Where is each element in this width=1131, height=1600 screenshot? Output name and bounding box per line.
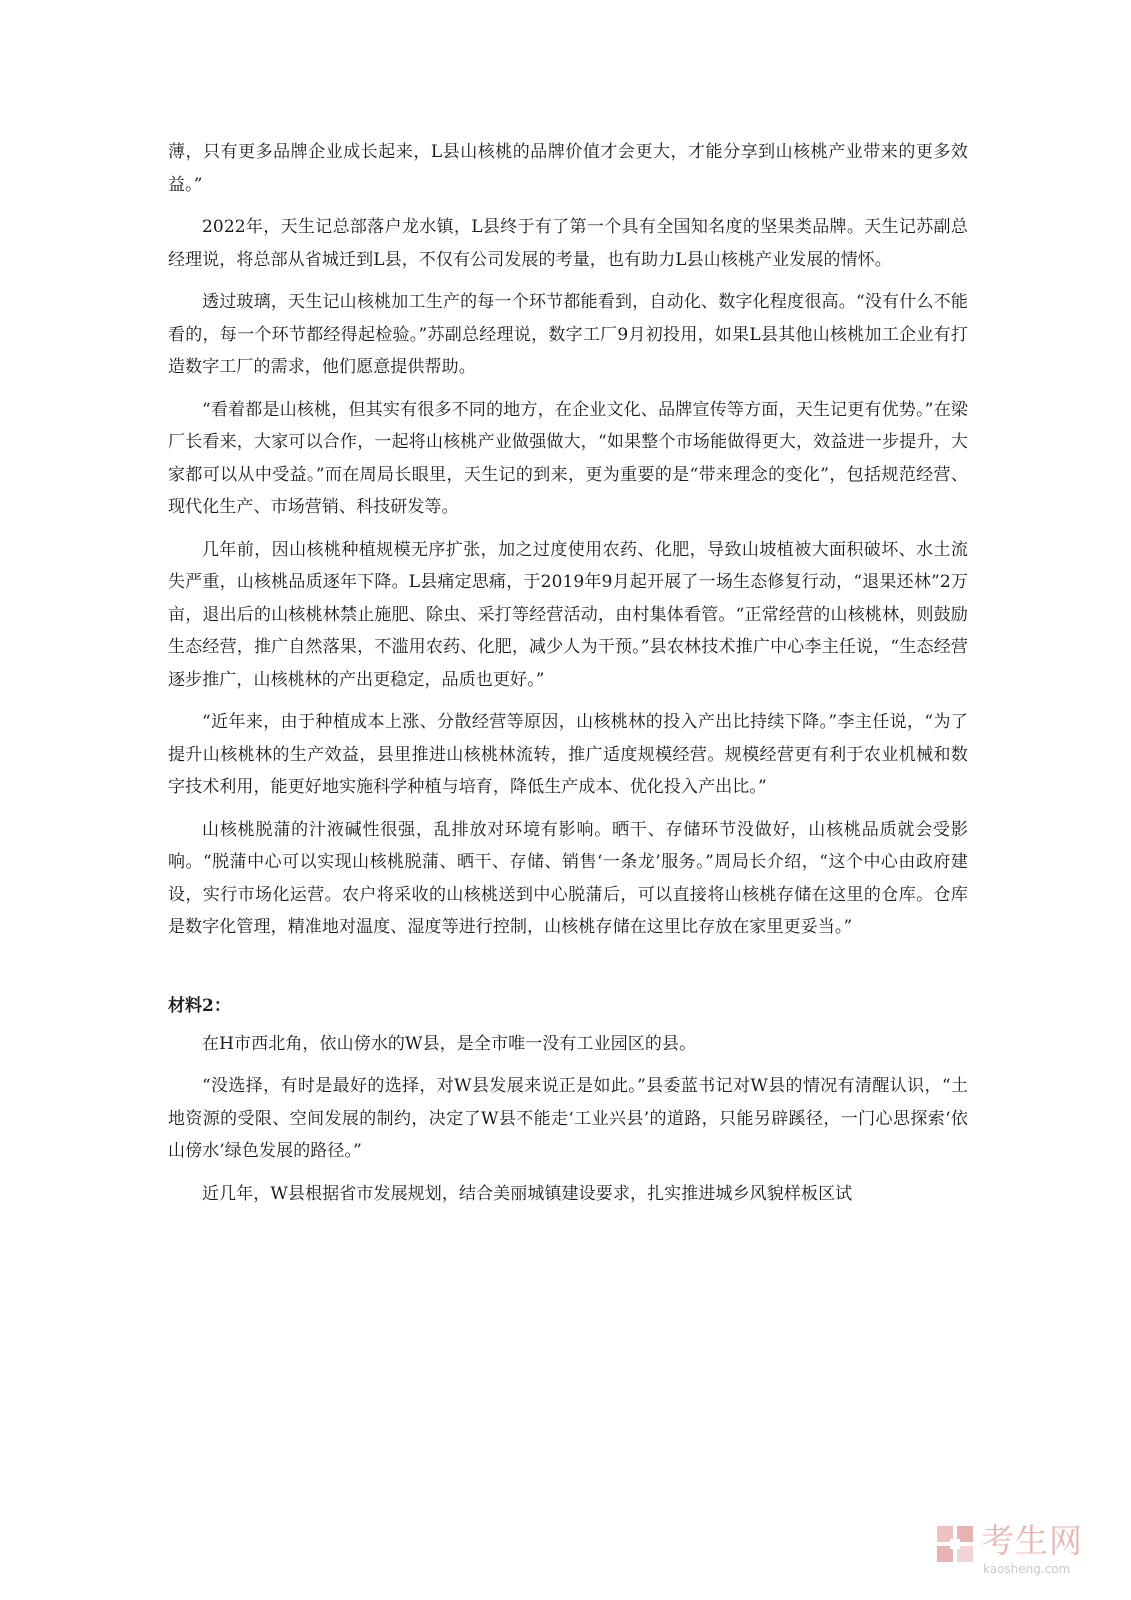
- paragraph: “看着都是山核桃，但其实有很多不同的地方，在企业文化、品牌宣传等方面，天生记更有优势。”在梁厂长看来，大家可以合作，一起将山核桃产业做强做大，“如果整个市场能做得更大，效益进一步提升，大家都可以从中受益。”而在周局长眼里，天生记的到来，更为重要的是“带来理念的变化”，包括规范经营、现代化生产、市场营销、科技研发等。: [168, 399, 968, 517]
- paragraph: 2022年，天生记总部落户龙水镇，L县终于有了第一个具有全国知名度的坚果类品牌。天生记苏副总经理说，将总部从省城迁到L县，不仅有公司发展的考量，也有助力L县山核桃产业发展的情怀。: [168, 217, 968, 270]
- paragraph: 几年前，因山核桃种植规模无序扩张，加之过度使用农药、化肥，导致山坡植被大面积破坏、水土流失严重，山核桃品质逐年下降。L县痛定思痛，于2019年9月起开展了一场生态修复行动，“退果还林”2万亩，退出后的山核桃林禁止施肥、除虫、采打等经营活动，由村集体看管。“正常经营的山核桃林，则鼓励生态经营，推广自然落果，不滥用农药、化肥，减少人为干预。”县农林技术推广中心李主任说，“生态经营逐步推广，山核桃林的产出更稳定，品质也更好。”: [168, 539, 968, 690]
- paragraph-continuation: 薄，只有更多品牌企业成长起来，L县山核桃的品牌价值才会更大，才能分享到山核桃产业带来的更多效益。”: [168, 142, 968, 195]
- paragraph: “近年来，由于种植成本上涨、分散经营等原因，山核桃林的投入产出比持续下降。”李主任说，“为了提升山核桃林的生产效益，县里推进山核桃林流转，推广适度规模经营。规模经营更有利于农业机械和数字技术利用，能更好地实施科学种植与培育，降低生产成本、优化投入产出比。”: [168, 712, 968, 797]
- watermark-domain: kaosheng.com: [983, 1562, 1071, 1576]
- paragraph: 山核桃脱蒲的汁液碱性很强，乱排放对环境有影响。晒干、存储环节没做好，山核桃品质就会受影响。“脱蒲中心可以实现山核桃脱蒲、晒干、存储、销售‘一条龙’服务。”周局长介绍，“这个中心由政府建设，实行市场化运营。农户将采收的山核桃送到中心脱蒲后，可以直接将山核桃存储在这里的仓库。仓库是数字化管理，精准地对温度、湿度等进行控制，山核桃存储在这里比存放在家里更妥当。”: [168, 819, 968, 937]
- watermark: [935, 1520, 1105, 1582]
- paragraph: 近几年，W县根据省市发展规划，结合美丽城镇建设要求，扎实推进城乡风貌样板区试: [202, 1183, 853, 1204]
- kaosheng-logo-icon: [935, 1524, 975, 1564]
- paragraph: 在H市西北角，依山傍水的W县，是全市唯一没有工业园区的县。: [202, 1033, 697, 1054]
- watermark-brand: 考生网: [981, 1521, 1083, 1560]
- document-page: [168, 136, 968, 1220]
- material-2-heading: 材料2：: [168, 995, 231, 1016]
- paragraph: 透过玻璃，天生记山核桃加工生产的每一个环节都能看到，自动化、数字化程度很高。“没有什么不能看的，每一个环节都经得起检验。”苏副总经理说，数字工厂9月初投用，如果L县其他山核桃加工企业有打造数字工厂的需求，他们愿意提供帮助。: [168, 292, 968, 377]
- paragraph: “没选择，有时是最好的选择，对W县发展来说正是如此。”县委蓝书记对W县的情况有清醒认识，“土地资源的受限、空间发展的制约，决定了W县不能走‘工业兴县’的道路，只能另辟蹊径，一门心思探索‘依山傍水’绿色发展的路径。”: [168, 1076, 968, 1161]
